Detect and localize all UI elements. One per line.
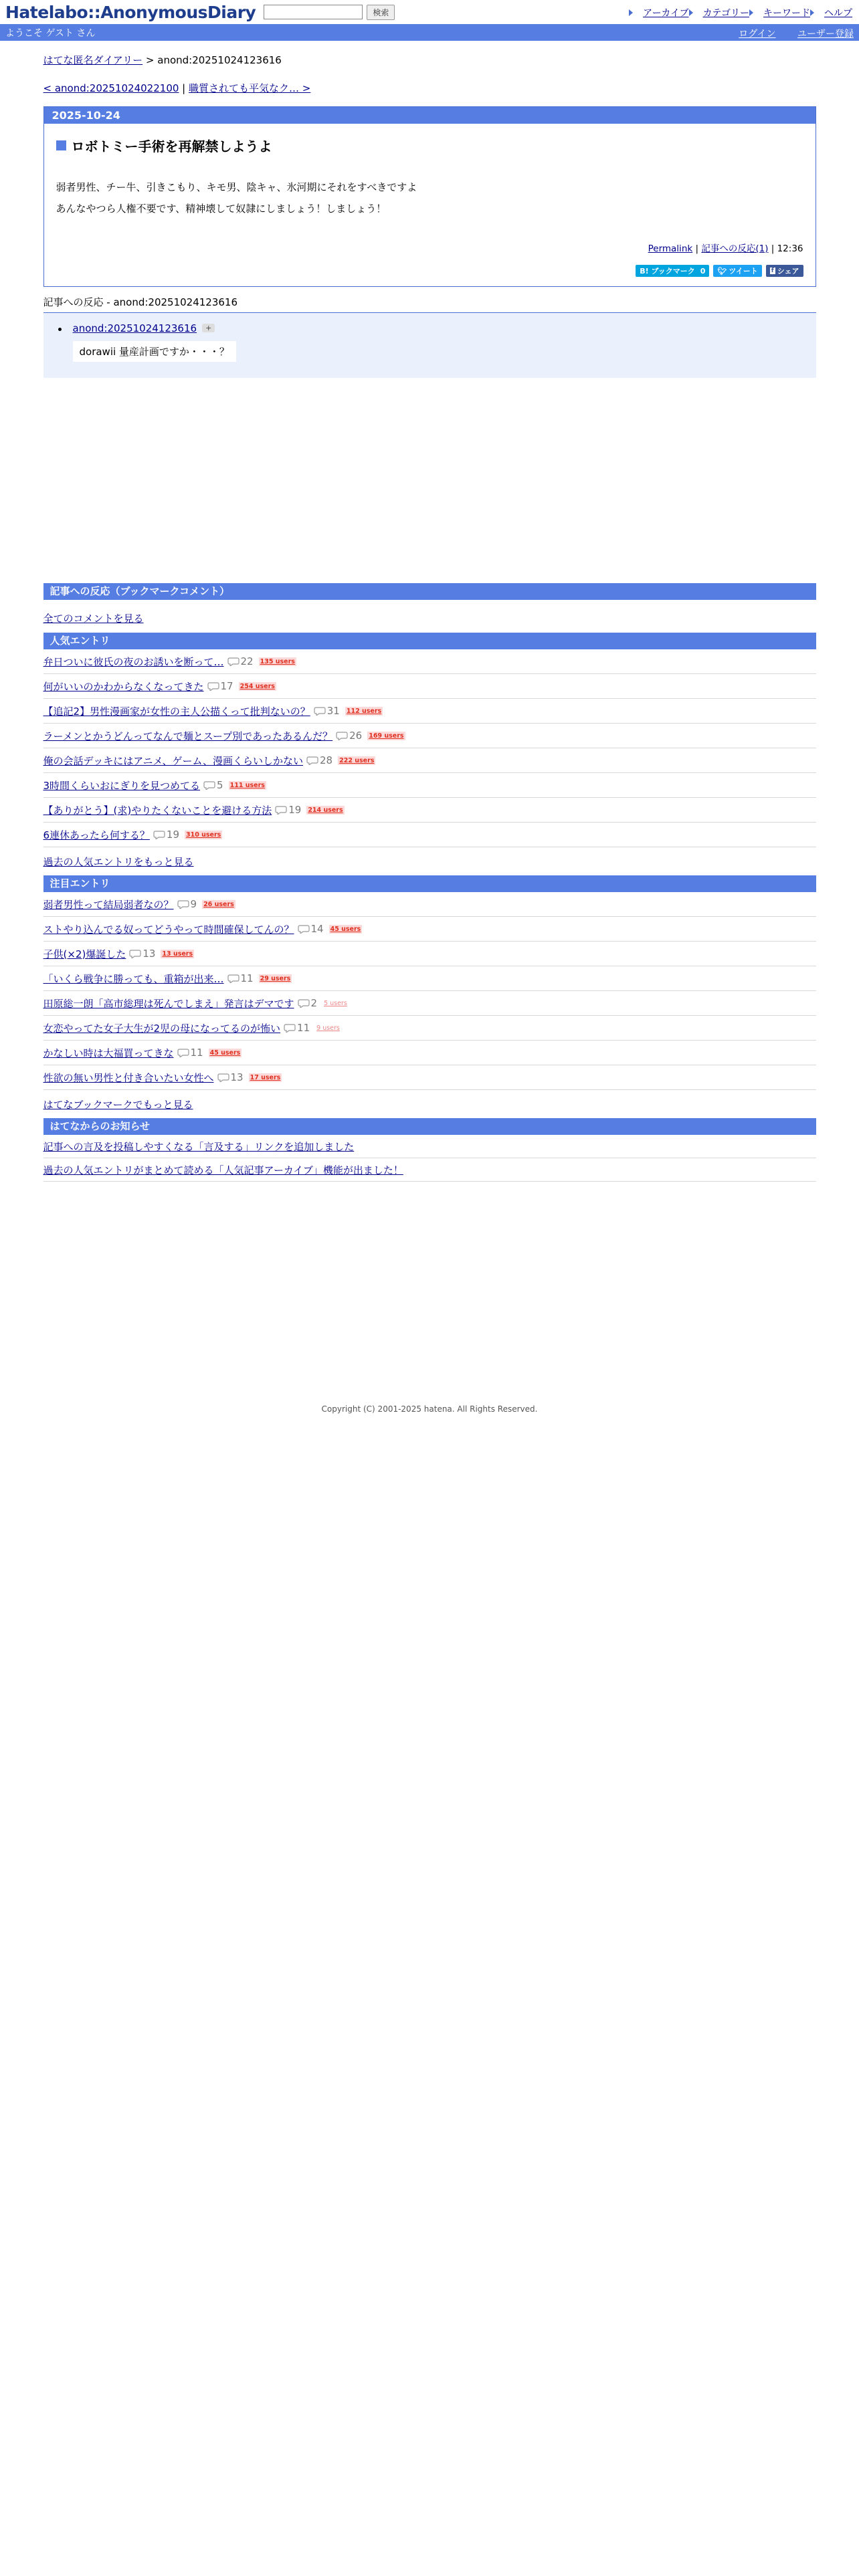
top-nav (629, 6, 852, 19)
prev-next-sep: | (179, 82, 189, 94)
comment-count-value: 11 (240, 972, 254, 984)
reaction-item (73, 322, 816, 334)
entry-row (43, 798, 816, 823)
speech-bubble-icon (177, 1049, 189, 1057)
entry-row (43, 773, 816, 798)
speech-bubble-icon (227, 657, 240, 666)
comment-count[interactable] (298, 997, 318, 1009)
comment-count-value: 26 (349, 730, 363, 742)
hot-list (43, 892, 816, 1090)
entry-row (43, 748, 816, 773)
entry-row (43, 991, 816, 1016)
comment-count-value: 9 (190, 898, 197, 910)
users-badge[interactable]: 112 users (346, 707, 382, 715)
comment-count-value: 17 (220, 680, 233, 692)
speech-bubble-icon (336, 732, 348, 740)
entry-title[interactable]: 「いくら戦争に勝っても、重箱が出来… (43, 972, 224, 985)
article-title: ロボトミー手術を再解禁しようよ (71, 138, 272, 154)
article-title-row (56, 136, 803, 155)
breadcrumb-sep: > (142, 54, 158, 66)
users-badge[interactable]: 26 users (203, 900, 234, 908)
reaction-comment: dorawii 量産計画ですか・・・？ (73, 341, 236, 362)
bird-icon: 🐦︎ (717, 266, 727, 276)
comment-count-value: 11 (297, 1022, 310, 1034)
permalink[interactable]: Permalink (648, 243, 693, 254)
login-link[interactable]: ログイン (739, 29, 776, 39)
speech-bubble-icon (298, 999, 310, 1008)
triangle-right-icon (689, 9, 693, 16)
comment-count-value: 19 (166, 829, 179, 841)
breadcrumb-current: anond:20251024123616 (157, 54, 282, 66)
entry-row (43, 917, 816, 942)
comment-count[interactable] (177, 898, 197, 910)
entry-row (43, 1041, 816, 1065)
entry-row (43, 674, 816, 699)
comment-count-value: 2 (310, 997, 318, 1009)
nav-keyword-link[interactable]: キーワード (763, 8, 810, 19)
comment-count-value: 28 (320, 754, 333, 766)
entry-row (43, 1016, 816, 1041)
comment-count[interactable] (314, 705, 340, 717)
speech-bubble-icon (275, 806, 287, 815)
breadcrumb-home[interactable]: はてな匿名ダイアリー (43, 54, 143, 66)
tweet-label: ツイート (729, 267, 758, 276)
reactions-list (43, 312, 816, 378)
speech-bubble-icon (203, 781, 215, 790)
comment-count[interactable] (203, 779, 223, 791)
article-line: 弱者男性、チー牛、引きこもり、キモ男、陰キャ、氷河期にそれをすべきですよ (56, 181, 417, 193)
facebook-share-button[interactable] (766, 265, 803, 277)
all-comments-link[interactable]: 全てのコメントを見る (43, 613, 144, 625)
entry-row (43, 699, 816, 724)
article-body (44, 124, 816, 286)
users-badge[interactable]: 17 users (250, 1073, 281, 1081)
nav-keyword[interactable] (749, 6, 810, 19)
speech-bubble-icon (227, 974, 240, 983)
entry-title[interactable]: 子供(×2)爆誕した (43, 948, 126, 960)
reactions-link[interactable]: 記事への反応(1) (701, 243, 769, 254)
entry-title[interactable]: 3時間くらいおにぎりを見つめてる (43, 779, 201, 792)
next-entry-link[interactable]: 職質されても平気なク… > (189, 82, 311, 94)
entry-title[interactable]: 【追記2】男性漫画家が女性の主人公描くって批判ないの？ (43, 705, 310, 718)
prev-next-nav (43, 81, 816, 95)
facebook-label: シェア (777, 267, 799, 276)
comment-count-value: 11 (190, 1047, 203, 1059)
search-button[interactable]: 検索 (367, 5, 395, 20)
breadcrumb (43, 53, 816, 67)
notices-heading: はてなからのお知らせ (43, 1118, 816, 1135)
comment-count[interactable] (177, 1047, 203, 1059)
expand-button[interactable]: + (202, 324, 215, 332)
bookmark-count: 0 (700, 266, 706, 276)
nav-archive[interactable] (629, 6, 688, 19)
comment-count-value: 31 (326, 705, 340, 717)
users-badge[interactable]: 45 users (209, 1049, 241, 1057)
nav-help-link[interactable]: ヘルプ (824, 8, 852, 19)
comment-count[interactable] (227, 655, 254, 667)
entry-title[interactable]: 【ありがとう】(求)やりたくないことを避ける方法 (43, 804, 272, 817)
comment-count-value: 22 (240, 655, 254, 667)
users-badge[interactable]: 111 users (229, 781, 265, 789)
entry-row (43, 823, 816, 847)
entry-title[interactable]: 田原総一朗「高市総理は死んでしまえ」発言はデマです (43, 997, 294, 1010)
notice-link[interactable]: 過去の人気エントリがまとめて読める「人気記事アーカイブ」機能が出ました！ (43, 1164, 403, 1176)
speech-bubble-icon (314, 707, 326, 716)
comment-count-value: 5 (217, 779, 223, 791)
welcome-text: ようこそ ゲスト さん (5, 27, 96, 39)
users-badge[interactable]: 5 users (324, 999, 347, 1007)
comment-count[interactable] (153, 829, 179, 841)
nav-category[interactable] (689, 6, 749, 19)
triangle-right-icon (810, 9, 814, 16)
hot-more-link[interactable]: はてなブックマークでもっと見る (43, 1098, 193, 1111)
speech-bubble-icon (217, 1073, 229, 1082)
bookmark-label: B! ブックマーク (640, 267, 695, 276)
comment-count[interactable] (129, 948, 155, 960)
hot-heading: 注目エントリ (43, 875, 816, 892)
speech-bubble-icon (129, 950, 141, 958)
speech-bubble-icon (298, 925, 310, 934)
hatena-bookmark-button[interactable] (636, 265, 709, 277)
nav-archive-link[interactable]: アーカイブ (643, 8, 689, 19)
nav-help[interactable] (810, 6, 852, 19)
entry-title[interactable]: 何がいいのかわからなくなってきた (43, 680, 204, 693)
prev-entry-link[interactable]: < anond:20251024022100 (43, 82, 179, 94)
entry-row (43, 966, 816, 991)
comment-count[interactable] (217, 1071, 244, 1083)
popular-list (43, 649, 816, 847)
users-badge[interactable]: 9 users (316, 1024, 340, 1032)
comment-count-value: 19 (288, 804, 302, 816)
square-icon (56, 140, 66, 150)
triangle-right-icon (629, 9, 633, 16)
entry-title[interactable]: ラーメンとかうどんってなんで麺とスープ別であったあるんだ？ (43, 730, 333, 742)
bookmark-comments-heading: 記事への反応（ブックマークコメント） (43, 583, 816, 600)
account-links (720, 27, 854, 40)
search-input[interactable] (264, 5, 363, 19)
nav-category-link[interactable]: カテゴリー (702, 8, 749, 19)
entry-title[interactable]: かなしい時は大福買ってきな (43, 1047, 174, 1059)
entry-title[interactable]: 6連休あったら何する？ (43, 829, 150, 841)
welcome-bar (0, 24, 859, 41)
comment-count[interactable] (336, 730, 362, 742)
users-badge[interactable]: 169 users (369, 732, 404, 740)
popular-more-link[interactable]: 過去の人気エントリをもっと見る (43, 855, 194, 868)
register-link[interactable]: ユーザー登録 (797, 29, 854, 39)
copyright: Copyright (C) 2001-2025 hatena. All Rights Reserved. (321, 1404, 538, 1414)
notice-item (43, 1135, 816, 1158)
post-time: 12:36 (777, 243, 803, 254)
article-line: あんなやつら人権不要です、精神壊して奴隷にしましょう！しましょう！ (56, 203, 387, 215)
article-date: 2025-10-24 (44, 107, 816, 124)
entry-row (43, 649, 816, 674)
entry-row (43, 892, 816, 917)
entry-title[interactable]: 女恋やってた女子大生が2児の母になってるのが怖い (43, 1022, 281, 1035)
users-badge[interactable]: 13 users (162, 950, 193, 958)
main-content (43, 41, 816, 1414)
header (0, 0, 859, 24)
share-buttons (56, 265, 803, 277)
entry-title[interactable]: 弁日ついに彼氏の夜のお誘いを断って… (43, 655, 224, 668)
reactions-heading: 記事への反応 - anond:20251024123616 (43, 296, 238, 308)
speech-bubble-icon (177, 900, 189, 909)
reaction-link[interactable]: anond:20251024123616 (72, 322, 197, 334)
site-logo[interactable]: Hatelabo::AnonymousDiary (5, 2, 256, 22)
bullet-icon (58, 328, 62, 331)
users-badge[interactable]: 29 users (260, 974, 291, 982)
notice-item (43, 1158, 816, 1182)
comment-count[interactable] (207, 680, 233, 692)
entry-title[interactable]: 弱者男性って結局弱者なの？ (43, 898, 174, 911)
users-badge[interactable]: 135 users (260, 657, 295, 665)
entry-title[interactable]: 俺の会話デッキにはアニメ、ゲーム、漫画くらいしかない (43, 754, 304, 767)
users-badge[interactable]: 222 users (339, 756, 375, 764)
article-meta: Permalink | 記事への反応(1) | 12:36 (648, 243, 803, 254)
users-badge[interactable]: 45 users (330, 925, 361, 933)
notice-link[interactable]: 記事への言及を投稿しやすくなる「言及する」リンクを追加しました (43, 1140, 355, 1153)
entry-title[interactable]: 性欲の無い男性と付き合いたい女性へ (43, 1071, 214, 1084)
comment-count[interactable] (306, 754, 332, 766)
users-badge[interactable]: 310 users (186, 831, 221, 839)
entry-row (43, 1065, 816, 1090)
article (43, 106, 816, 287)
entry-row (43, 724, 816, 748)
speech-bubble-icon (306, 756, 318, 765)
speech-bubble-icon (207, 682, 219, 691)
users-badge[interactable]: 214 users (308, 806, 343, 814)
entry-row (43, 942, 816, 966)
tweet-button[interactable] (713, 265, 761, 277)
comment-count-value: 13 (142, 948, 156, 960)
comment-count-value: 14 (310, 923, 324, 935)
comment-count[interactable] (284, 1022, 310, 1034)
facebook-icon: f (771, 267, 774, 274)
speech-bubble-icon (284, 1024, 296, 1033)
comment-count-value: 13 (230, 1071, 244, 1083)
popular-heading: 人気エントリ (43, 633, 816, 649)
speech-bubble-icon (153, 831, 165, 839)
comment-count[interactable] (227, 972, 254, 984)
comment-count[interactable] (298, 923, 324, 935)
comment-count[interactable] (275, 804, 301, 816)
entry-title[interactable]: ストやり込んでる奴ってどうやって時間確保してんの？ (43, 923, 294, 936)
triangle-right-icon (749, 9, 753, 16)
users-badge[interactable]: 254 users (240, 682, 275, 690)
